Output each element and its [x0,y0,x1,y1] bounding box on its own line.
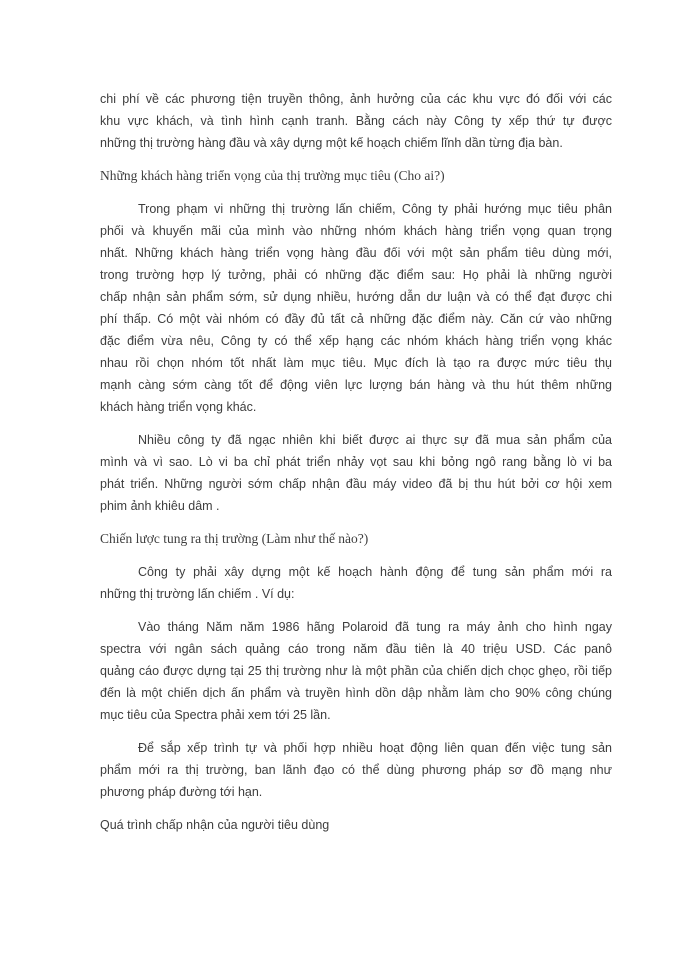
paragraph [100,737,612,803]
text-line: khách hàng triển vọng khác. [100,400,257,414]
text-line: phim ảnh khiêu dâm . [100,499,220,513]
text-line: quảng cáo được dựng tại 25 thị trường như là một phần của chiến dịch chọc ghẹo, rồi tiếp [100,664,612,678]
text-line: nhất. Những khách hàng triển vọng hàng đầu đối với một sản phẩm tiêu dùng mới, [100,246,612,260]
text-line: phẩm mới ra thị trường, ban lãnh đạo có thể dùng phương pháp sơ đồ mạng như [100,763,612,777]
paragraph [100,88,612,154]
paragraph [100,616,612,726]
text-line: Để sắp xếp trình tự và phối hợp nhiều hoạt động liên quan đến việc tung sản [138,741,612,755]
paragraph [100,429,612,517]
text-line: những thị trường lấn chiếm . Ví dụ: [100,587,295,601]
text-line: chấp nhận sản phẩm sớm, sử dụng nhiều, hướng dẫn dư luận và có thể đạt được chi [100,290,612,304]
text-line: Nhiều công ty đã ngạc nhiên khi biết được ai thực sự đã mua sản phẩm của [138,433,612,447]
text-line: phương pháp đường tới hạn. [100,785,263,799]
text-line: phát triển. Những người sớm chấp nhận đầu máy video đã bị thu hút bởi cơ hội xem [100,477,612,491]
text-line: mục tiêu của Spectra phải xem tới 25 lần. [100,708,331,722]
document-content [100,88,612,847]
text-line: khu vực khách, và tình hình cạnh tranh. Bằng cách này Công ty xếp thứ tự được [100,114,612,128]
text-line: phí thấp. Có một vài nhóm có đầy đủ tất cả những đặc điểm này. Căn cứ vào những [100,312,612,326]
text-line: mình và vì sao. Lò vi ba chỉ phát triển nhảy vọt sau khi bỏng ngô rang bằng lò vi ba [100,455,612,469]
text-line: phối và khuyến mãi của mình vào những nhóm khách hàng triển vọng quan trọng [100,224,612,238]
text-line: mạnh càng sớm càng tốt để động viên lực lượng bán hàng và thu hút thêm những [100,378,612,392]
text-line: trong trường hợp lý tưởng, phải có những đặc điểm sau: Họ phải là những người [100,268,612,282]
section-subheading: Quá trình chấp nhận của người tiêu dùng [100,818,330,832]
section-heading: Chiến lược tung ra thị trường (Làm như thế nào?) [100,531,369,546]
text-line: những thị trường hàng đầu và xây dựng một kế hoạch chiếm lĩnh dần từng địa bàn. [100,136,563,150]
text-line: chi phí về các phương tiện truyền thông, ảnh hưởng của các khu vực đó đối với các [100,92,612,106]
text-line: Vào tháng Năm năm 1986 hãng Polaroid đã tung ra máy ảnh cho hình ngay [138,620,612,634]
paragraph [100,561,612,605]
text-line: đặc điểm vừa nêu, Công ty có thể xếp hạng các nhóm khách hàng triển vọng khác [100,334,612,348]
section-heading: Những khách hàng triển vọng của thị trường mục tiêu (Cho ai?) [100,168,445,183]
text-line: Công ty phải xây dựng một kế hoạch hành động để tung sản phẩm mới ra [138,565,612,579]
text-line: Trong phạm vi những thị trường lấn chiếm, Công ty phải hướng mục tiêu phân [138,202,612,216]
text-line: nhau rồi chọn nhóm tốt nhất làm mục tiêu. Mục đích là tạo ra được mức tiêu thụ [100,356,612,370]
paragraph [100,198,612,418]
text-line: đến là một chiến dịch ấn phẩm và truyền hình dồn dập nhằm làm cho 90% công chúng [100,686,612,700]
text-line: spectra với ngân sách quảng cáo trong năm đầu tiên là 40 triệu USD. Các panô [100,642,612,656]
